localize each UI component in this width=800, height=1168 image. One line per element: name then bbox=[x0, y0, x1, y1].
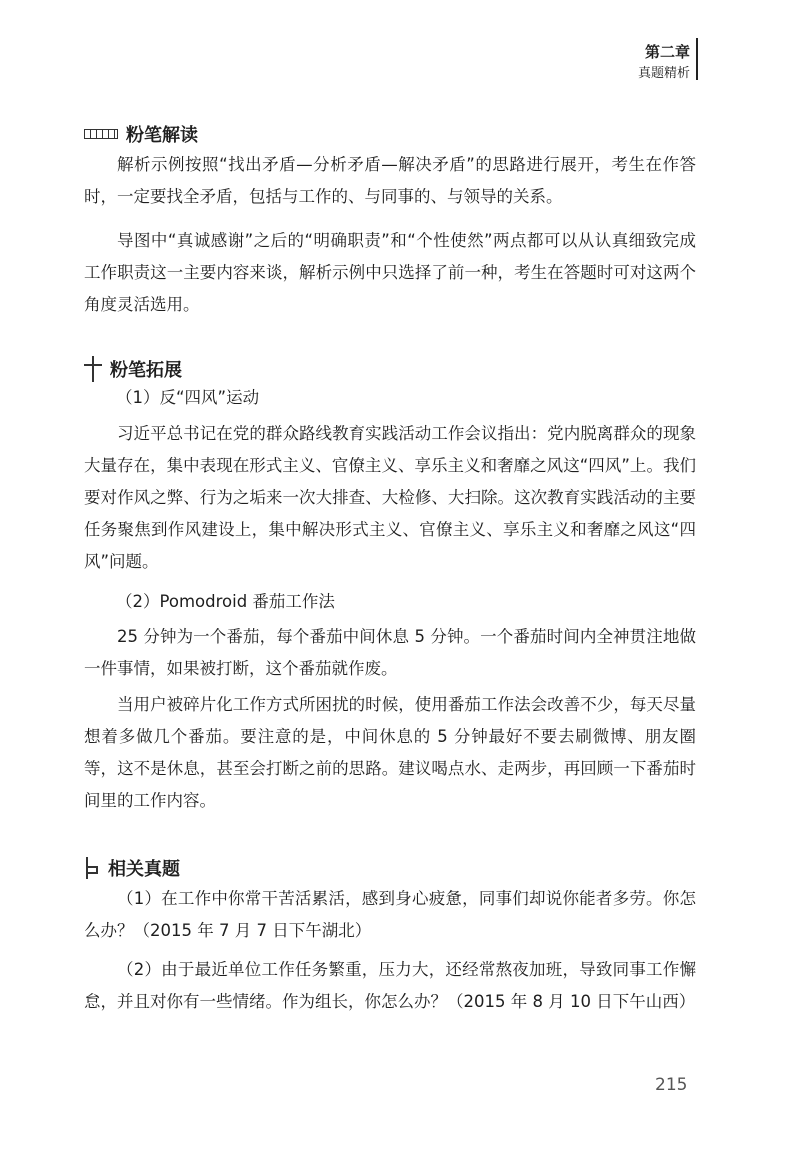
section-interpretation-heading bbox=[84, 121, 198, 147]
extension-subheading-1: （1）反“四风”运动 bbox=[116, 388, 260, 407]
page-number: 215 bbox=[655, 1075, 688, 1095]
header-divider bbox=[696, 38, 698, 80]
extension-paragraph-2: 25 分钟为一个番茄，每个番茄中间休息 5 分钟。一个番茄时间内全神贯注地做一件事情，如果被打断，这个番茄就作废。 bbox=[84, 627, 696, 678]
extension-paragraph-3: 当用户被碎片化工作方式所困扰的时候，使用番茄工作法会改善不少，每天尽量想着多做几个番茄。要注意的是，中间休息的 5 分钟最好不要去刷微博、朋友圈等，这不是休息，甚至会打断之前的思路。建议喝点水、走两步，再回顾一下番茄时间里的工作内容。 bbox=[84, 695, 696, 810]
section-interpretation-title: 粉笔解读 bbox=[126, 125, 198, 146]
chapter-subtitle: 真题精析 bbox=[637, 66, 690, 81]
section-related-title: 相关真题 bbox=[108, 859, 180, 880]
interpretation-paragraph-2: 导图中“真诚感谢”之后的“明确职责”和“个性使然”两点都可以从认真细致完成工作职责这一主要内容来谈，解析示例中只选择了前一种，考生在答题时可对这两个角度灵活选用。 bbox=[84, 231, 696, 314]
section-extension-heading bbox=[84, 356, 182, 382]
related-question-2: （2）由于最近单位工作任务繁重，压力大，还经常熬夜加班，导致同事工作懈怠，并且对你有一些情绪。作为组长，你怎么办？（2015 年 8 月 10 日下午山西） bbox=[84, 960, 696, 1011]
cross-mark-icon bbox=[84, 356, 102, 382]
section-extension-title: 粉笔拓展 bbox=[110, 360, 182, 381]
extension-subheading-2: （2）Pomodroid 番茄工作法 bbox=[116, 592, 335, 611]
bracket-mark-icon bbox=[84, 857, 100, 879]
extension-paragraph-1: 习近平总书记在党的群众路线教育实践活动工作会议指出：党内脱离群众的现象大量存在，集中表现在形式主义、官僚主义、享乐主义和奢靡之风这“四风”上。我们要对作风之弊、行为之垢来一次大排查、大检修、大扫除。这次教育实践活动的主要任务聚焦到作风建设上，集中解决形式主义、官僚主义、享乐主义和奢靡之风这“四风”问题。 bbox=[84, 424, 696, 571]
chapter-title: 第二章 bbox=[644, 43, 690, 61]
interpretation-paragraph-1: 解析示例按照“找出矛盾—分析矛盾—解决矛盾”的思路进行展开，考生在作答时，一定要找全矛盾，包括与工作的、与同事的、与领导的关系。 bbox=[84, 155, 696, 206]
grid-bar-icon bbox=[84, 129, 118, 139]
related-question-1: （1）在工作中你常干苦活累活，感到身心疲惫，同事们却说你能者多劳。你怎么办？（2015 年 7 月 7 日下午湖北） bbox=[84, 889, 696, 940]
section-related-heading bbox=[84, 855, 180, 881]
